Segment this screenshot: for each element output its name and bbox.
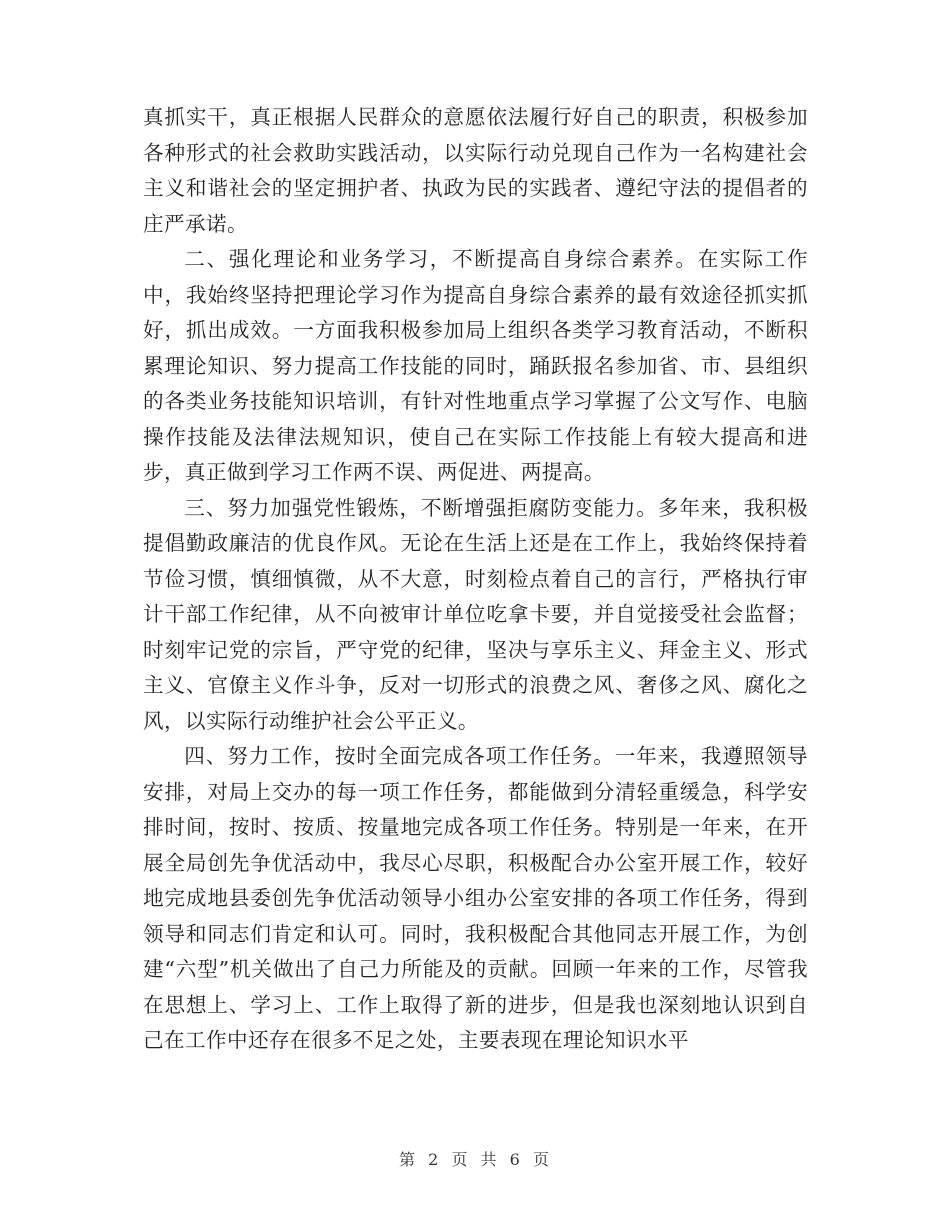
paragraph-section-three: 三、努力加强党性锻炼，不断增强拒腐防变能力。多年来，我积极提倡勤政廉洁的优良作风。无论在生活上还是在工作上，我始终保持着节俭习惯，慎细慎微，从不大意，时刻检点着自己的言行，严格执行审计干部工作纪律，从不向被审计单位吃拿卡要，并自觉接受社会监督；时刻牢记党的宗旨，严守党的纪律，坚决与享乐主义、拜金主义、形式主义、官僚主义作斗争，反对一切形式的浪费之风、奢侈之风、腐化之风，以实际行动维护社会公平正义。 [143, 495, 808, 733]
footer-suffix: 页 [532, 1150, 551, 1169]
paragraph-continuation: 真抓实干，真正根据人民群众的意愿依法履行好自己的职责，积极参加各种形式的社会救助实践活动，以实际行动兑现自己作为一名构建社会主义和谐社会的坚定拥护者、执政为民的实践者、遵纪守法的提倡者的庄严承诺。 [143, 105, 808, 236]
footer-page-word: 页 [451, 1150, 470, 1169]
footer-total-pages: 6 [509, 1150, 522, 1169]
footer-current-page: 2 [428, 1150, 441, 1169]
paragraph-section-four: 四、努力工作，按时全面完成各项工作任务。一年来，我遵照领导安排，对局上交办的每一项工作任务，都能做到分清轻重缓急，科学安排时间，按时、按质、按量地完成各项工作任务。特别是一年来，在开展全局创先争优活动中，我尽心尽职，积极配合办公室开展工作，较好地完成地县委创先争优活动领导小组办公室安排的各项工作任务，得到领导和同志们肯定和认可。同时，我积极配合其他同志开展工作，为创建“六型”机关做出了自己力所能及的贡献。回顾一年来的工作，尽管我在思想上、学习上、工作上取得了新的进步，但是我也深刻地认识到自己在工作中还存在很多不足之处，主要表现在理论知识水平 [143, 744, 808, 1052]
paragraph-section-two: 二、强化理论和业务学习，不断提高自身综合素养。在实际工作中，我始终坚持把理论学习作为提高自身综合素养的最有效途径抓实抓好，抓出成效。一方面我积极参加局上组织各类学习教育活动，不断积累理论知识、努力提高工作技能的同时，踊跃报名参加省、市、县组织的各类业务技能知识培训，有针对性地重点学习掌握了公文写作、电脑操作技能及法律法规知识，使自己在实际工作技能上有较大提高和进步，真正做到学习工作两不误、两促进、两提高。 [143, 247, 808, 484]
document-body [143, 100, 808, 1059]
footer-prefix: 第 [399, 1150, 418, 1169]
page-footer [0, 1147, 950, 1170]
footer-total-word: 共 [480, 1150, 499, 1169]
